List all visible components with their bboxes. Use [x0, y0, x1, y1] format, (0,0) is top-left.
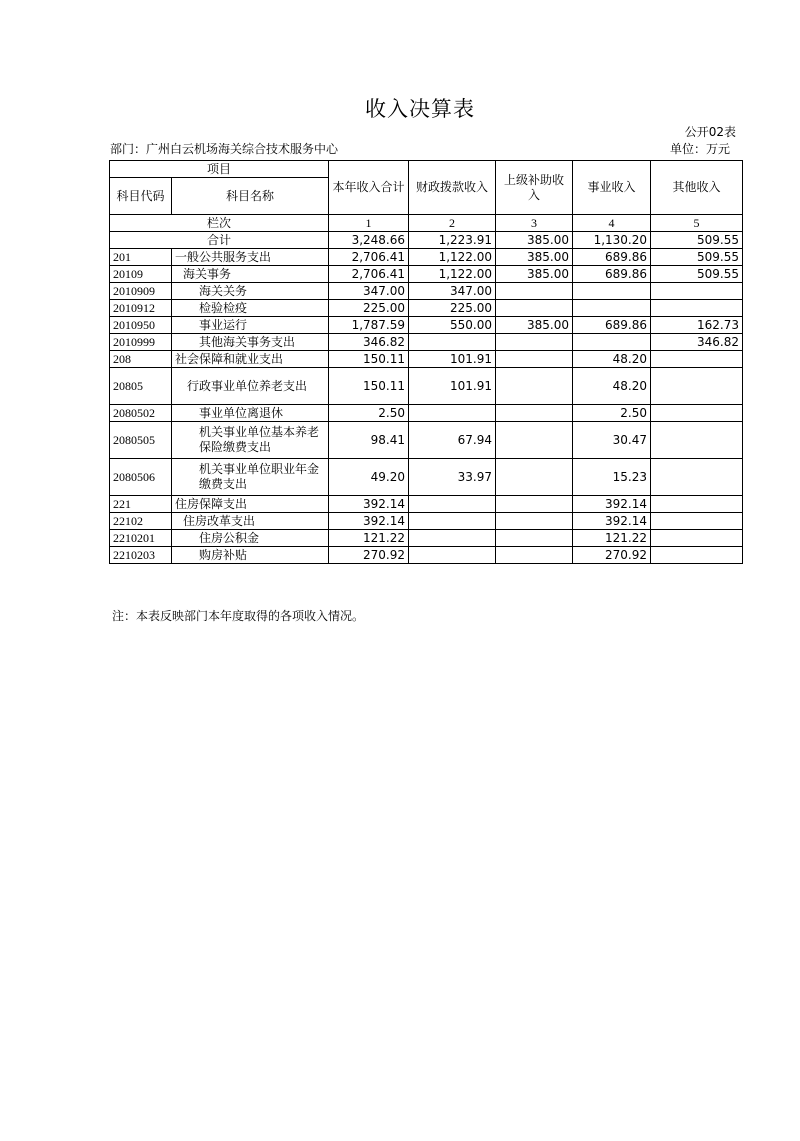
- amount-business: 30.47: [573, 422, 651, 459]
- subject-name: 机关事业单位职业年金缴费支出: [172, 459, 329, 496]
- amount-other: [651, 300, 743, 317]
- amount-superior: [496, 496, 573, 513]
- amount-other: [651, 496, 743, 513]
- subject-code: 2080502: [110, 405, 172, 422]
- amount-other: [651, 547, 743, 564]
- amount-fiscal: 101.91: [409, 351, 496, 368]
- amount-total: 1,787.59: [329, 317, 409, 334]
- header-fiscal: 财政拨款收入: [409, 161, 496, 215]
- amount-business: [573, 334, 651, 351]
- amount-fiscal: [409, 530, 496, 547]
- amount-business: 15.23: [573, 459, 651, 496]
- subject-code: 2210203: [110, 547, 172, 564]
- amount-other: [651, 283, 743, 300]
- table-row: [110, 547, 743, 564]
- amount-fiscal: [409, 405, 496, 422]
- column-number-label: 栏次: [110, 215, 329, 232]
- form-code: 公开02表: [684, 125, 736, 139]
- amount-superior: [496, 422, 573, 459]
- subject-name: 机关事业单位基本养老保险缴费支出: [172, 422, 329, 459]
- amount-superior: 385.00: [496, 266, 573, 283]
- amount-total: 150.11: [329, 368, 409, 405]
- amount-other: [651, 405, 743, 422]
- amount-other: 162.73: [651, 317, 743, 334]
- amount-fiscal: 1,122.00: [409, 266, 496, 283]
- amount-superior: [496, 513, 573, 530]
- subject-code: 221: [110, 496, 172, 513]
- subject-code: 2080506: [110, 459, 172, 496]
- header-superior: 上级补助收入: [496, 161, 573, 215]
- subject-name: 住房改革支出: [172, 513, 329, 530]
- amount-fiscal: [409, 547, 496, 564]
- subject-name: 检验检疫: [172, 300, 329, 317]
- table-row: [110, 249, 743, 266]
- amount-total: 270.92: [329, 547, 409, 564]
- amount-fiscal: 101.91: [409, 368, 496, 405]
- amount-business: 689.86: [573, 317, 651, 334]
- table-row: [110, 351, 743, 368]
- amount-total: 49.20: [329, 459, 409, 496]
- subject-name: 购房补贴: [172, 547, 329, 564]
- amount-other: [651, 459, 743, 496]
- amount-total: 121.22: [329, 530, 409, 547]
- amount-total: 225.00: [329, 300, 409, 317]
- amount-business: [573, 283, 651, 300]
- header-other: 其他收入: [651, 161, 743, 215]
- unit-label: 单位：万元: [669, 142, 730, 156]
- amount-superior: [496, 368, 573, 405]
- subject-name: 行政事业单位养老支出: [172, 368, 329, 405]
- subject-code: 2010999: [110, 334, 172, 351]
- subject-code: 2010909: [110, 283, 172, 300]
- subject-code: 22102: [110, 513, 172, 530]
- amount-total: 98.41: [329, 422, 409, 459]
- table-row: [110, 530, 743, 547]
- amount-total: 392.14: [329, 496, 409, 513]
- amount-superior: [496, 547, 573, 564]
- amount-business: 689.86: [573, 249, 651, 266]
- subject-name: 事业运行: [172, 317, 329, 334]
- table-row: [110, 266, 743, 283]
- amount-other: [651, 530, 743, 547]
- amount-business: 270.92: [573, 547, 651, 564]
- amount-total: 2.50: [329, 405, 409, 422]
- total-row: [110, 232, 743, 249]
- income-table: [109, 160, 743, 564]
- total-other: 509.55: [651, 232, 743, 249]
- amount-other: [651, 513, 743, 530]
- table-row: [110, 422, 743, 459]
- table-row: [110, 300, 743, 317]
- total-fiscal: 1,223.91: [409, 232, 496, 249]
- amount-fiscal: [409, 334, 496, 351]
- amount-other: 509.55: [651, 266, 743, 283]
- amount-total: 346.82: [329, 334, 409, 351]
- subject-name: 社会保障和就业支出: [172, 351, 329, 368]
- amount-other: [651, 368, 743, 405]
- amount-superior: [496, 283, 573, 300]
- amount-other: 346.82: [651, 334, 743, 351]
- amount-total: 392.14: [329, 513, 409, 530]
- amount-fiscal: 33.97: [409, 459, 496, 496]
- amount-other: [651, 422, 743, 459]
- column-number-row: [110, 215, 743, 232]
- amount-fiscal: 347.00: [409, 283, 496, 300]
- table-row: [110, 317, 743, 334]
- column-number-3: 3: [496, 215, 573, 232]
- subject-name: 海关关务: [172, 283, 329, 300]
- table-row: [110, 405, 743, 422]
- amount-total: 150.11: [329, 351, 409, 368]
- subject-name: 海关事务: [172, 266, 329, 283]
- table-row: [110, 368, 743, 405]
- amount-superior: [496, 334, 573, 351]
- total-amount: 3,248.66: [329, 232, 409, 249]
- subject-name: 住房保障支出: [172, 496, 329, 513]
- header-project: 项目: [110, 161, 329, 178]
- amount-business: 392.14: [573, 513, 651, 530]
- amount-superior: [496, 351, 573, 368]
- subject-code: 20805: [110, 368, 172, 405]
- total-superior: 385.00: [496, 232, 573, 249]
- table-row: [110, 459, 743, 496]
- amount-superior: 385.00: [496, 249, 573, 266]
- subject-name: 事业单位离退休: [172, 405, 329, 422]
- subject-name: 其他海关事务支出: [172, 334, 329, 351]
- column-number-1: 1: [329, 215, 409, 232]
- subject-code: 2010912: [110, 300, 172, 317]
- subject-code: 2010950: [110, 317, 172, 334]
- amount-superior: [496, 300, 573, 317]
- subject-code: 201: [110, 249, 172, 266]
- subject-name: 一般公共服务支出: [172, 249, 329, 266]
- header-business: 事业收入: [573, 161, 651, 215]
- amount-total: 2,706.41: [329, 249, 409, 266]
- amount-business: 48.20: [573, 368, 651, 405]
- table-row: [110, 283, 743, 300]
- total-business: 1,130.20: [573, 232, 651, 249]
- header-name: 科目名称: [172, 178, 329, 215]
- amount-business: [573, 300, 651, 317]
- amount-fiscal: 1,122.00: [409, 249, 496, 266]
- department-label: 部门：广州白云机场海关综合技术服务中心: [110, 142, 339, 156]
- amount-business: 121.22: [573, 530, 651, 547]
- report-title: 收入决算表: [365, 97, 475, 121]
- subject-code: 20109: [110, 266, 172, 283]
- amount-total: 347.00: [329, 283, 409, 300]
- amount-business: 392.14: [573, 496, 651, 513]
- amount-superior: [496, 405, 573, 422]
- header-total: 本年收入合计: [329, 161, 409, 215]
- amount-fiscal: [409, 513, 496, 530]
- amount-business: 2.50: [573, 405, 651, 422]
- total-label: 合计: [110, 232, 329, 249]
- amount-business: 48.20: [573, 351, 651, 368]
- amount-fiscal: 67.94: [409, 422, 496, 459]
- column-number-2: 2: [409, 215, 496, 232]
- footnote: 注：本表反映部门本年度取得的各项收入情况。: [112, 609, 365, 623]
- header-row-1: [110, 161, 743, 178]
- amount-superior: [496, 530, 573, 547]
- amount-superior: 385.00: [496, 317, 573, 334]
- subject-code: 208: [110, 351, 172, 368]
- table-row: [110, 513, 743, 530]
- amount-business: 689.86: [573, 266, 651, 283]
- subject-code: 2210201: [110, 530, 172, 547]
- amount-superior: [496, 459, 573, 496]
- amount-fiscal: 225.00: [409, 300, 496, 317]
- table-row: [110, 334, 743, 351]
- header-code: 科目代码: [110, 178, 172, 215]
- subject-name: 住房公积金: [172, 530, 329, 547]
- amount-other: [651, 351, 743, 368]
- column-number-4: 4: [573, 215, 651, 232]
- subject-code: 2080505: [110, 422, 172, 459]
- amount-fiscal: [409, 496, 496, 513]
- amount-other: 509.55: [651, 249, 743, 266]
- amount-fiscal: 550.00: [409, 317, 496, 334]
- amount-total: 2,706.41: [329, 266, 409, 283]
- column-number-5: 5: [651, 215, 743, 232]
- table-row: [110, 496, 743, 513]
